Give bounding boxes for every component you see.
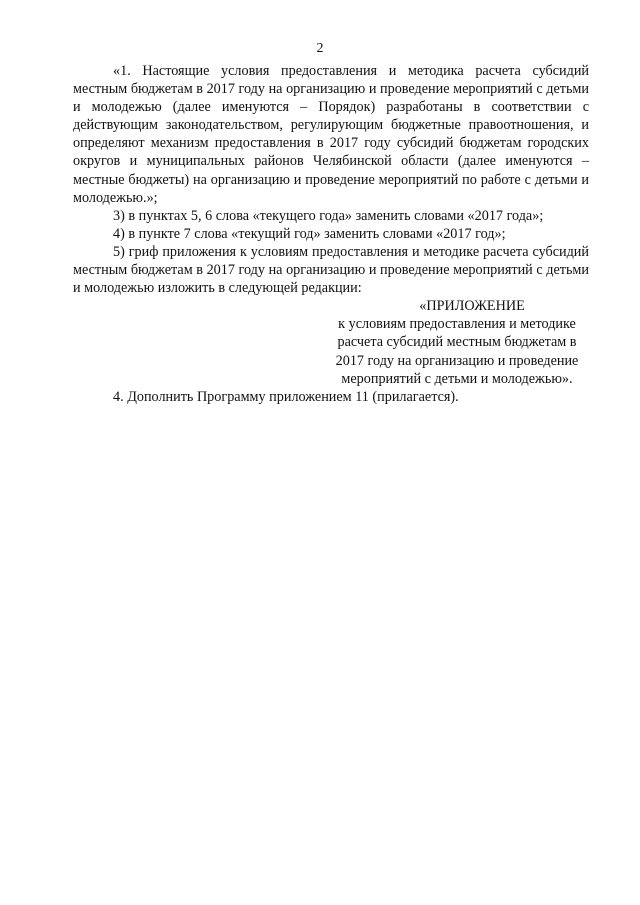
appendix-grif-body: к условиям предоставления и методике расчета субсидий местным бюджетам в 2017 году на организацию и проведение мероприятий с детьми и молодежью».: [335, 316, 579, 387]
document-body: [73, 62, 589, 406]
appendix-grif-title: «ПРИЛОЖЕНИЕ: [419, 298, 525, 315]
paragraph-item-5: 5) гриф приложения к условиям предоставления и методике расчета субсидий местным бюджетам в 2017 году на организацию и проведение мероприятий с детьми и молодежью изложить в следующей редакции:: [73, 243, 589, 297]
paragraph-item-4: 4) в пункте 7 слова «текущий год» заменить словами «2017 год»;: [113, 225, 506, 242]
page-number: 2: [316, 41, 324, 56]
paragraph-item-3: 3) в пунктах 5, 6 слова «текущего года» заменить словами «2017 года»;: [113, 207, 544, 224]
paragraph-point-4: 4. Дополнить Программу приложением 11 (прилагается).: [113, 388, 459, 405]
paragraph-portion-1: «1. Настоящие условия предоставления и методика расчета субсидий местным бюджетам в 2017 году на организацию и проведение мероприятий с детьми и молодежью (далее именуются – Порядок) разработаны в соответствии с действующим законодательством, регулирующим бюджетные правоотношения, и определяют механизм предоставления в 2017 году субсидий бюджетам городских округов и муниципальных районов Челябинской области (далее именуются – местные бюджеты) на организацию и проведение мероприятий по работе с детьми и молодежью.»;: [73, 63, 589, 206]
appendix-grif: [73, 297, 589, 387]
